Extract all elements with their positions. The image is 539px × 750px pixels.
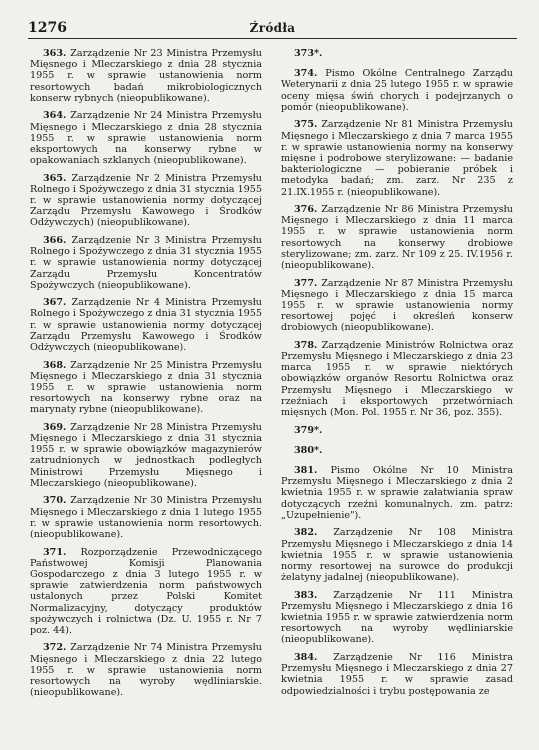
list-item: [30, 422, 262, 489]
list-item: [281, 340, 513, 418]
list-item: [281, 119, 513, 197]
entry-number: 381.: [294, 464, 318, 476]
entry-text: Zarządzenie Nr 111 Ministra Przemysłu Mięsnego i Mleczarskiego z dnia 16 kwietnia 1955 r. w sprawie zatwierdzenia norm resortowych na wyroby wędliniarskie (nieopublikowane).: [281, 589, 513, 646]
entry-text: Zarządzenie Nr 3 Ministra Przemysłu Rolnego i Spożywczego z dnia 31 stycznia 1955 r. w sprawie ustanowienia normy dotyczącej Zarządu Przemysłu Koncentratów Spożywczych (nieopublikowane).: [30, 234, 262, 291]
list-item: [30, 297, 262, 353]
entry-text: Zarządzenie Nr 30 Ministra Przemysłu Mięsnego i Mleczarskiego z dnia 1 lutego 1955 r. w sprawie ustanowienia norm resortowych. (nieopublikowane).: [30, 495, 262, 540]
list-item: [281, 48, 513, 59]
entry-text: Zarządzenie Nr 4 Ministra Przemysłu Rolnego i Spożywczego z dnia 31 stycznia 1955 r. w sprawie ustanowienia normy dotyczącej Zarządu Przemysłu Kawowego i Środków Odżywczych (nieopublikowane).: [30, 297, 262, 354]
entry-number: 366.: [43, 234, 67, 246]
list-item: [281, 445, 513, 456]
entry-number: 382.: [294, 527, 318, 539]
entry-text: Zarządzenie Nr 74 Ministra Przemysłu Mięsnego i Mleczarskiego z dnia 22 lutego 1955 r. w sprawie ustanowienia norm resortowych na wyroby wędliniarskie. (nieopublikowane).: [30, 642, 262, 699]
entry-number: 363.: [43, 48, 67, 59]
entry-text: Zarządzenie Nr 2 Ministra Przemysłu Rolnego i Spożywczego z dnia 31 stycznia 1955 r. w sprawie ustanowienia normy dotyczącej Zarządu Przemysłu Kawowego i Środków Odżywczych) (nieopublikowane).: [30, 172, 262, 229]
entry-text: Zarządzenie Nr 25 Ministra Przemysłu Mięsnego i Mleczarskiego z dnia 31 stycznia 1955 r. w sprawie ustanowienia norm resortowych na konserwy rybne oraz na marynaty rybne (nieopublikowane).: [30, 359, 262, 416]
list-item: [281, 204, 513, 271]
entry-text: Pismo Okólne Centralnego Zarządu Weterynarii z dnia 25 lutego 1955 r. w sprawie oceny mięsa świń chorych i podejrzanych o pomór (nieopublikowane).: [281, 68, 513, 113]
list-item: [30, 547, 262, 637]
entry-number: 364.: [43, 110, 67, 122]
entry-number: 380*.: [294, 444, 323, 456]
list-item: [281, 590, 513, 646]
entry-text: Zarządzenie Nr 116 Ministra Przemysłu Mięsnego i Mleczarskiego z dnia 27 kwietnia 1955 r. w sprawie zasad odpowiedzialności i trybu postępowania ze: [281, 651, 513, 697]
page-header: [28, 20, 517, 39]
entry-text: Zarządzenie Nr 28 Ministra Przemysłu Mięsnego i Mleczarskiego z dnia 31 stycznia 1955 r. w sprawie obowiązków magazynierów zatrudnionych w jednostkach podległych Ministrowi Przemysłu Mięsnego i Mleczarskiego (nieopublikowane).: [30, 421, 262, 489]
list-item: [30, 642, 262, 698]
entry-number: 368.: [43, 359, 67, 371]
entry-number: 383.: [294, 589, 318, 601]
entry-text: Rozporządzenie Przewodniczącego Państwowej Komisji Planowania Gospodarczego z dnia 3 lutego 1955 r. w sprawie zatwierdzenia norm państwowych ustalonych przez Polski Komitet Normalizacyjny, dotyczący produktów spożywczych i rolnictwa (Dz. U. 1955 r. Nr 7 poz. 44).: [30, 546, 262, 636]
list-item: [30, 48, 262, 104]
entry-number: 369.: [43, 421, 67, 433]
list-item: [281, 465, 513, 521]
entry-number: 378.: [294, 339, 318, 351]
entry-text: Zarządzenie Nr 108 Ministra Przemysłu Mięsnego i Mleczarskiego z dnia 14 kwietnia 1955 r. w sprawie ustanowienia normy resortowej na surowce do produkcji żelatyny jadalnej (nieopublikowane).: [281, 527, 513, 584]
running-head: Źródła: [249, 21, 296, 35]
entry-text: Pismo Okólne Nr 10 Ministra Przemysłu Mięsnego i Mleczarskiego z dnia 2 kwietnia 1955 r. w sprawie załatwiania spraw dotyczących rzeźni komunalnych. zm. patrz: „Uzupełnienie").: [281, 464, 513, 521]
entry-number: 372.: [43, 642, 67, 654]
right-column: [281, 48, 513, 703]
entry-number: 370.: [43, 495, 67, 507]
entry-text: Zarządzenie Nr 24 Ministra Przemysłu Mięsnego i Mleczarskiego z dnia 28 stycznia 1955 r. w sprawie ustanowienia norm eksportowych na konserwy rybne w opakowaniach szklanych (nieopublikowane).: [30, 110, 262, 167]
entry-number: 367.: [43, 297, 67, 309]
entry-number: 376.: [294, 204, 318, 216]
entry-text: Zarządzenie Nr 81 Ministra Przemysłu Mięsnego i Mleczarskiego z dnia 7 marca 1955 r. w sprawie ustanowienia normy na konserwy mięsne i podrobowe sterylizowane: — badanie bakteriologiczne — pobieranie próbek i metodyka badań; zm. zarz. Nr 235 z 21.IX.1955 r. (nieopublikowane).: [281, 119, 513, 198]
page-number: 1276: [28, 20, 67, 36]
list-item: [30, 360, 262, 416]
list-item: [30, 110, 262, 166]
entry-number: 384.: [294, 651, 318, 663]
entry-text: Zarządzenie Ministrów Rolnictwa oraz Przemysłu Mięsnego i Mleczarskiego z dnia 23 marca 1955 r. w sprawie niektórych obowiązków organów Resortu Rolnictwa oraz Przemysłu Mięsnego i Mleczarskiego w rzeźniach i eksportowych przetwórniach mięsnych (Mon. Pol. 1955 r. Nr 36, poz. 355).: [281, 339, 513, 419]
list-item: [281, 425, 513, 436]
entry-number: 379*.: [294, 424, 323, 436]
entry-number: 374.: [294, 68, 318, 80]
list-item: [281, 68, 513, 113]
entry-number: 371.: [43, 546, 67, 558]
entry-text: Zarządzenie Nr 23 Ministra Przemysłu Mięsnego i Mleczarskiego z dnia 28 stycznia 1955 r. w sprawie ustanowienia norm resortowych badań mikrobiologicznych konserw rybnych (nieopublikowane).: [30, 48, 262, 104]
entry-text: Zarządzenie Nr 86 Ministra Przemysłu Mięsnego i Mleczarskiego z dnia 11 marca 1955 r. w sprawie ustanowienia norm resortowych na konserwy drobiowe sterylizowane; zm. zarz. Nr 109 z 25. IV.1956 r. (nieopublikowane).: [281, 204, 513, 272]
list-item: [281, 278, 513, 334]
list-item: [30, 173, 262, 229]
entry-number: 373*.: [294, 48, 323, 59]
entry-text: Zarządzenie Nr 87 Ministra Przemysłu Mięsnego i Mleczarskiego z dnia 15 marca 1955 r. w sprawie ustanowienia normy resortowej pojęć i określeń konserw drobiowych (nieopublikowane).: [281, 277, 513, 334]
entry-number: 377.: [294, 277, 318, 289]
entry-number: 365.: [43, 172, 67, 184]
list-item: [30, 495, 262, 540]
list-item: [281, 652, 513, 697]
list-item: [281, 527, 513, 583]
entry-number: 375.: [294, 119, 318, 131]
list-item: [30, 235, 262, 291]
left-column: [30, 48, 262, 705]
